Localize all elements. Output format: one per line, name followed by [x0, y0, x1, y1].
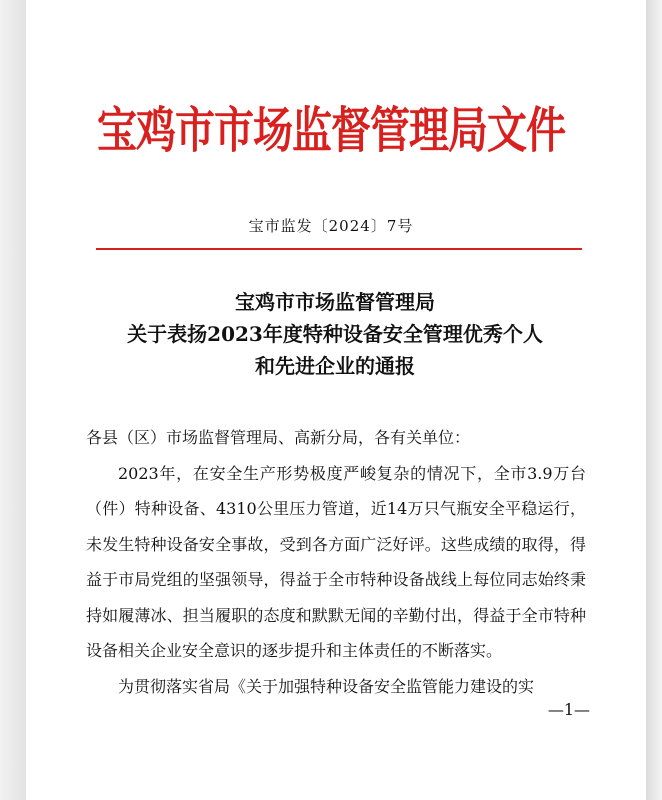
page-margin-left [0, 0, 26, 800]
document-number: 宝市监发〔2024〕7号 [248, 217, 414, 235]
notice-title-line-3: 和先进企业的通报 [255, 354, 415, 378]
red-divider-line [96, 248, 582, 250]
salutation: 各县（区）市场监督管理局、高新分局，各有关单位： [86, 428, 471, 447]
page-margin-right [646, 0, 662, 800]
document-header-title: 宝鸡市市场监督管理局文件 [97, 102, 565, 160]
page-number: —1— [547, 700, 590, 719]
body-paragraph-2: 为贯彻落实省局《关于加强特种设备安全监管能力建设的实 [118, 676, 535, 696]
notice-title [80, 286, 590, 382]
notice-title-line-2: 关于表扬2023年度特种设备安全管理优秀个人 [127, 322, 543, 346]
body-paragraph-1: 2023年，在安全生产形势极度严峻复杂的情况下，全市3.9万台（件）特种设备、4310公里压力管道，近14万只气瓶安全平稳运行，未发生特种设备安全事故，受到各方面广泛好评。这些成绩的取得，得益于市局党组的坚强领导，得益于全市特种设备战线上每位同志始终秉持如履薄冰、担当履职的态度和默默无闻的辛勤付出，得益于全市特种设备相关企业安全意识的逐步提升和主体责任的不断落实。 [86, 463, 586, 660]
notice-title-line-1: 宝鸡市市场监督管理局 [235, 290, 435, 314]
notice-body [86, 420, 586, 704]
